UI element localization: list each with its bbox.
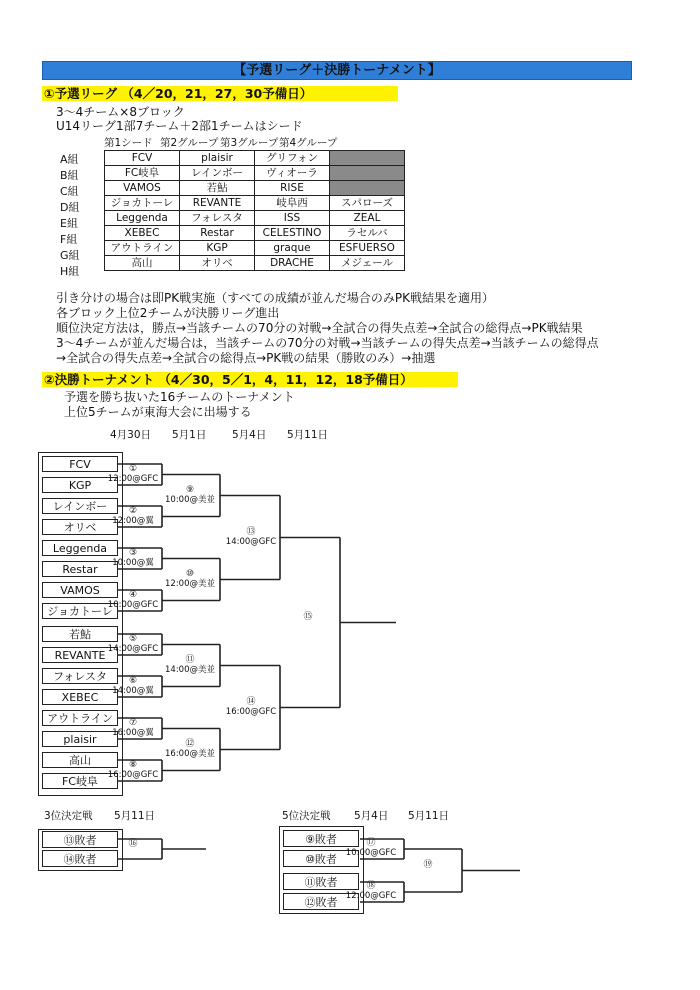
fifth-place-team-3: ⑪敗者 bbox=[283, 873, 359, 890]
league-cell: ISS bbox=[255, 211, 330, 226]
round3-match bbox=[222, 527, 280, 547]
page-title: 【予選リーグ＋決勝トーナメント】 bbox=[42, 61, 632, 80]
league-col-3: 第3グループ bbox=[220, 137, 279, 149]
league-seed-note: U14リーグ1部7チーム＋2部1チームはシード bbox=[56, 119, 303, 133]
league-cell: VAMOS bbox=[105, 181, 180, 196]
fifth-place-team-2: ⑩敗者 bbox=[283, 850, 359, 867]
group-name: B組 bbox=[60, 169, 79, 182]
league-col-2: 第2グループ bbox=[160, 137, 219, 149]
tournament-qualify-note: 上位5チームが東海大会に出場する bbox=[64, 405, 252, 419]
bracket-team: レインボー bbox=[42, 498, 118, 514]
fifth-place-date-1: 5月4日 bbox=[354, 810, 389, 822]
league-cell: メジェール bbox=[330, 256, 405, 271]
league-cell: 若鮎 bbox=[180, 181, 255, 196]
rule-line: 3～4チームが並んだ場合は，当該チームの70分の対戦→当該チームの得失点差→当該チームの総得点 bbox=[56, 336, 599, 350]
league-cell: XEBEC bbox=[105, 226, 180, 241]
round1-match bbox=[104, 506, 162, 526]
match-info: 12:00@GFC bbox=[107, 473, 159, 484]
league-cell: グリフォン bbox=[255, 151, 330, 166]
bracket-team: XEBEC bbox=[42, 689, 118, 705]
league-cell: ラセルバ bbox=[330, 226, 405, 241]
group-name: C組 bbox=[60, 185, 79, 198]
match-info: 10:00@GFC bbox=[107, 599, 159, 610]
bracket-team: ジョカトーレ bbox=[42, 603, 118, 619]
match-number: ⑩ bbox=[185, 568, 195, 579]
bracket-team: アウトライン bbox=[42, 710, 118, 726]
group-name: G組 bbox=[60, 249, 80, 262]
round1-match bbox=[104, 590, 162, 610]
match-number: ⑫ bbox=[185, 738, 195, 749]
league-col-4: 第4グループ bbox=[279, 137, 338, 149]
date-final: 5月11日 bbox=[287, 429, 329, 441]
bracket-team: フォレスタ bbox=[42, 668, 118, 684]
league-cell: plaisir bbox=[180, 151, 255, 166]
fifth-place-team-4: ⑫敗者 bbox=[283, 893, 359, 910]
rule-line: 引き分けの場合は即PK戦実施（すべての成績が並んだ場合のみPK戦結果を適用） bbox=[56, 291, 494, 305]
match-number: ⑬ bbox=[246, 526, 256, 537]
group-name: F組 bbox=[60, 233, 78, 246]
league-cell: ジョカトーレ bbox=[105, 196, 180, 211]
bracket-team: plaisir bbox=[42, 731, 118, 747]
match-info: 16:00@GFC bbox=[107, 769, 159, 780]
match-18: ⑱ 12:00@GFC bbox=[345, 881, 397, 901]
round1-match bbox=[104, 760, 162, 780]
match-number: ⑦ bbox=[128, 717, 138, 728]
third-place-label: 3位決定戦 bbox=[44, 810, 93, 822]
third-place-date: 5月11日 bbox=[114, 810, 156, 822]
round1-match bbox=[104, 634, 162, 654]
league-cell: DRACHE bbox=[255, 256, 330, 271]
match-number: ① bbox=[128, 463, 138, 474]
match-number: ⑪ bbox=[185, 654, 195, 665]
bracket-team: KGP bbox=[42, 477, 118, 493]
league-cell: RISE bbox=[255, 181, 330, 196]
match-number: ③ bbox=[128, 547, 138, 558]
date-round1: 4月30日 bbox=[110, 429, 152, 441]
round2-match bbox=[160, 655, 220, 675]
bracket-team: VAMOS bbox=[42, 582, 118, 598]
fifth-place-date-2: 5月11日 bbox=[408, 810, 450, 822]
match-number: ⑨ bbox=[185, 484, 195, 495]
league-cell: ESFUERSO bbox=[330, 241, 405, 256]
match-info: 10:00@美並 bbox=[165, 494, 215, 505]
rule-line: 順位決定方法は，勝点→当該チームの70分の対戦→全試合の得失点差→全試合の総得点→PK戦結果 bbox=[56, 321, 583, 335]
bracket-team: FCV bbox=[42, 456, 118, 472]
match-info: 16:00@GFC bbox=[225, 706, 277, 717]
match-info: 14:00@GFC bbox=[107, 643, 159, 654]
match-16: ⑯ bbox=[128, 839, 138, 849]
third-place-team-2: ⑭敗者 bbox=[42, 850, 118, 867]
round2-match bbox=[160, 485, 220, 505]
third-place-team-1: ⑬敗者 bbox=[42, 831, 118, 848]
match-17: ⑰ 10:00@GFC bbox=[345, 838, 397, 858]
bracket-team: Leggenda bbox=[42, 540, 118, 556]
match-info: 12:00@美並 bbox=[165, 578, 215, 589]
match-number: ⑤ bbox=[128, 633, 138, 644]
bracket-team: REVANTE bbox=[42, 647, 118, 663]
fifth-place-label: 5位決定戦 bbox=[282, 810, 331, 822]
league-col-1: 第1シード bbox=[104, 137, 153, 149]
group-name: E組 bbox=[60, 217, 78, 230]
rule-line: 各ブロック上位2チームが決勝リーグ進出 bbox=[56, 306, 280, 320]
match-number: ⑧ bbox=[128, 759, 138, 770]
league-cell: オリベ bbox=[180, 256, 255, 271]
match-info: 16:00@翼 bbox=[112, 727, 154, 738]
league-cell: Leggenda bbox=[105, 211, 180, 226]
match-number: ⑭ bbox=[246, 696, 256, 707]
round1-match bbox=[104, 548, 162, 568]
round2-match bbox=[160, 569, 220, 589]
bracket-team: Restar bbox=[42, 561, 118, 577]
league-cell: FC岐阜 bbox=[105, 166, 180, 181]
round1-match bbox=[104, 676, 162, 696]
league-cell: CELESTINO bbox=[255, 226, 330, 241]
match-number: ④ bbox=[128, 589, 138, 600]
match-info: 12:00@翼 bbox=[112, 515, 154, 526]
league-cell: フォレスタ bbox=[180, 211, 255, 226]
rule-line: →全試合の得失点差→全試合の総得点→PK戦の結果（勝敗のみ）→抽選 bbox=[56, 351, 436, 365]
match-info: 14:00@GFC bbox=[225, 536, 277, 547]
match-number: ⑮ bbox=[303, 612, 313, 622]
bracket-team: 高山 bbox=[42, 752, 118, 768]
group-name: D組 bbox=[60, 201, 80, 214]
round1-match bbox=[104, 464, 162, 484]
match-info: 10:00@翼 bbox=[112, 557, 154, 568]
league-cell: アウトライン bbox=[105, 241, 180, 256]
group-name: A組 bbox=[60, 153, 79, 166]
league-cell: graque bbox=[255, 241, 330, 256]
league-cell: FCV bbox=[105, 151, 180, 166]
league-cell: 高山 bbox=[105, 256, 180, 271]
date-round2: 5月1日 bbox=[172, 429, 207, 441]
bracket-team: オリベ bbox=[42, 519, 118, 535]
bracket-team: FC岐阜 bbox=[42, 773, 118, 789]
match-19: ⑲ bbox=[423, 860, 433, 870]
date-round3: 5月4日 bbox=[232, 429, 267, 441]
league-format: 3～4チーム×8ブロック bbox=[56, 105, 185, 119]
tournament-desc: 予選を勝ち抜いた16チームのトーナメント bbox=[64, 390, 295, 404]
round3-match bbox=[222, 697, 280, 717]
league-cell: スパローズ bbox=[330, 196, 405, 211]
league-cell: Restar bbox=[180, 226, 255, 241]
league-heading: ①予選リーグ （4／20，21，27，30予備日） bbox=[42, 86, 398, 101]
match-info: 16:00@美並 bbox=[165, 748, 215, 759]
fifth-place-team-1: ⑨敗者 bbox=[283, 830, 359, 847]
group-name: H組 bbox=[60, 265, 80, 278]
league-cell: レインボー bbox=[180, 166, 255, 181]
match-number: ⑥ bbox=[128, 675, 138, 686]
match-info: 14:00@翼 bbox=[112, 685, 154, 696]
match-number: ② bbox=[128, 505, 138, 516]
league-cell: KGP bbox=[180, 241, 255, 256]
final-match bbox=[296, 612, 320, 622]
round2-match bbox=[160, 739, 220, 759]
tournament-heading: ②決勝トーナメント （4／30，5／1，4，11，12，18予備日） bbox=[42, 372, 458, 387]
round1-match bbox=[104, 718, 162, 738]
league-cell: REVANTE bbox=[180, 196, 255, 211]
bracket-team: 若鮎 bbox=[42, 626, 118, 642]
league-cell: ZEAL bbox=[330, 211, 405, 226]
league-cell: ヴィオーラ bbox=[255, 166, 330, 181]
league-cell: 岐阜西 bbox=[255, 196, 330, 211]
match-info: 14:00@美並 bbox=[165, 664, 215, 675]
